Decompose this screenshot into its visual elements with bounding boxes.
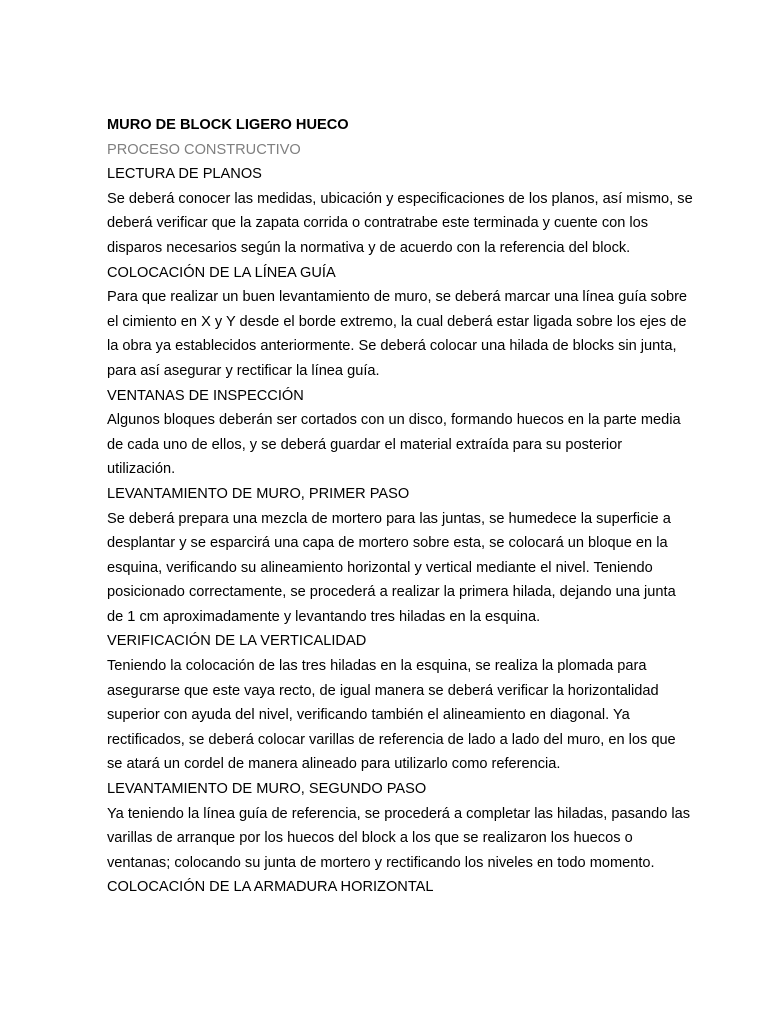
- section-paragraph: [107, 187, 693, 261]
- document-sections: [107, 162, 693, 900]
- paragraph-line: esquina, verificando su alineamiento horizontal y vertical mediante el nivel. Teniendo: [107, 559, 653, 576]
- section-heading: LEVANTAMIENTO DE MURO, PRIMER PASO: [107, 485, 410, 502]
- section-paragraph: [107, 408, 681, 482]
- paragraph-line: varillas de arranque por los huecos del block a los que se realizaron los huecos o: [107, 830, 633, 847]
- paragraph-line: superior con ayuda del nivel, verificando también el alineamiento en diagonal. Ya: [107, 707, 630, 724]
- paragraph-line: asegurarse que este vaya recto, de igual manera se deberá verificar la horizontalidad: [107, 682, 659, 699]
- section-paragraph: [107, 802, 691, 876]
- section-paragraph: [107, 507, 676, 630]
- section-heading: LEVANTAMIENTO DE MURO, SEGUNDO PASO: [107, 781, 427, 798]
- document-page: [107, 113, 693, 900]
- document-subtitle: PROCESO CONSTRUCTIVO: [107, 141, 301, 158]
- section-paragraph: [107, 285, 688, 383]
- paragraph-line: Teniendo la colocación de las tres hiladas en la esquina, se realiza la plomada para: [107, 658, 647, 675]
- paragraph-line: deberá verificar que la zapata corrida o contratrabe este terminada y cuente con los: [107, 215, 649, 232]
- paragraph-line: para así asegurar y rectificar la línea guía.: [107, 362, 380, 379]
- section-heading: LECTURA DE PLANOS: [107, 166, 262, 183]
- paragraph-line: de 1 cm aproximadamente y levantando tres hiladas en la esquina.: [107, 608, 541, 625]
- paragraph-line: disparos necesarios según la normativa y de acuerdo con la referencia del block.: [107, 239, 631, 256]
- paragraph-line: utilización.: [107, 461, 176, 478]
- section-heading: COLOCACIÓN DE LA LÍNEA GUÍA: [107, 264, 336, 281]
- paragraph-line: Para que realizar un buen levantamiento de muro, se deberá marcar una línea guía sobre: [107, 289, 688, 306]
- section-paragraph: [107, 654, 676, 777]
- document-title: MURO DE BLOCK LIGERO HUECO: [107, 117, 349, 133]
- section-heading: VENTANAS DE INSPECCIÓN: [107, 387, 304, 404]
- paragraph-line: desplantar y se esparcirá una capa de mortero sobre esta, se colocará un bloque en la: [107, 535, 668, 552]
- paragraph-line: posicionado correctamente, se procederá a realizar la primera hilada, dejando una junta: [107, 584, 676, 601]
- section-heading: VERIFICACIÓN DE LA VERTICALIDAD: [107, 633, 367, 650]
- section-heading: COLOCACIÓN DE LA ARMADURA HORIZONTAL: [107, 879, 434, 896]
- paragraph-line: de cada uno de ellos, y se deberá guardar el material extraída para su posterior: [107, 436, 623, 453]
- paragraph-line: se atará un cordel de manera alineado para utilizarlo como referencia.: [107, 756, 561, 773]
- paragraph-line: rectificados, se deberá colocar varillas de referencia de lado a lado del muro, en los que: [107, 731, 676, 748]
- paragraph-line: Ya teniendo la línea guía de referencia, se procederá a completar las hiladas, pasando las: [107, 805, 691, 822]
- paragraph-line: ventanas; colocando su junta de mortero y rectificando los niveles en todo momento.: [107, 854, 655, 871]
- paragraph-line: Se deberá conocer las medidas, ubicación y especificaciones de los planos, así mismo, se: [107, 190, 693, 207]
- paragraph-line: el cimiento en X y Y desde el borde extremo, la cual deberá estar ligada sobre los ejes de: [107, 313, 687, 330]
- paragraph-line: Algunos bloques deberán ser cortados con un disco, formando huecos en la parte media: [107, 412, 681, 429]
- paragraph-line: la obra ya establecidos anteriormente. Se deberá colocar una hilada de blocks sin junta,: [107, 338, 677, 355]
- paragraph-line: Se deberá prepara una mezcla de mortero para las juntas, se humedece la superficie a: [107, 510, 671, 527]
